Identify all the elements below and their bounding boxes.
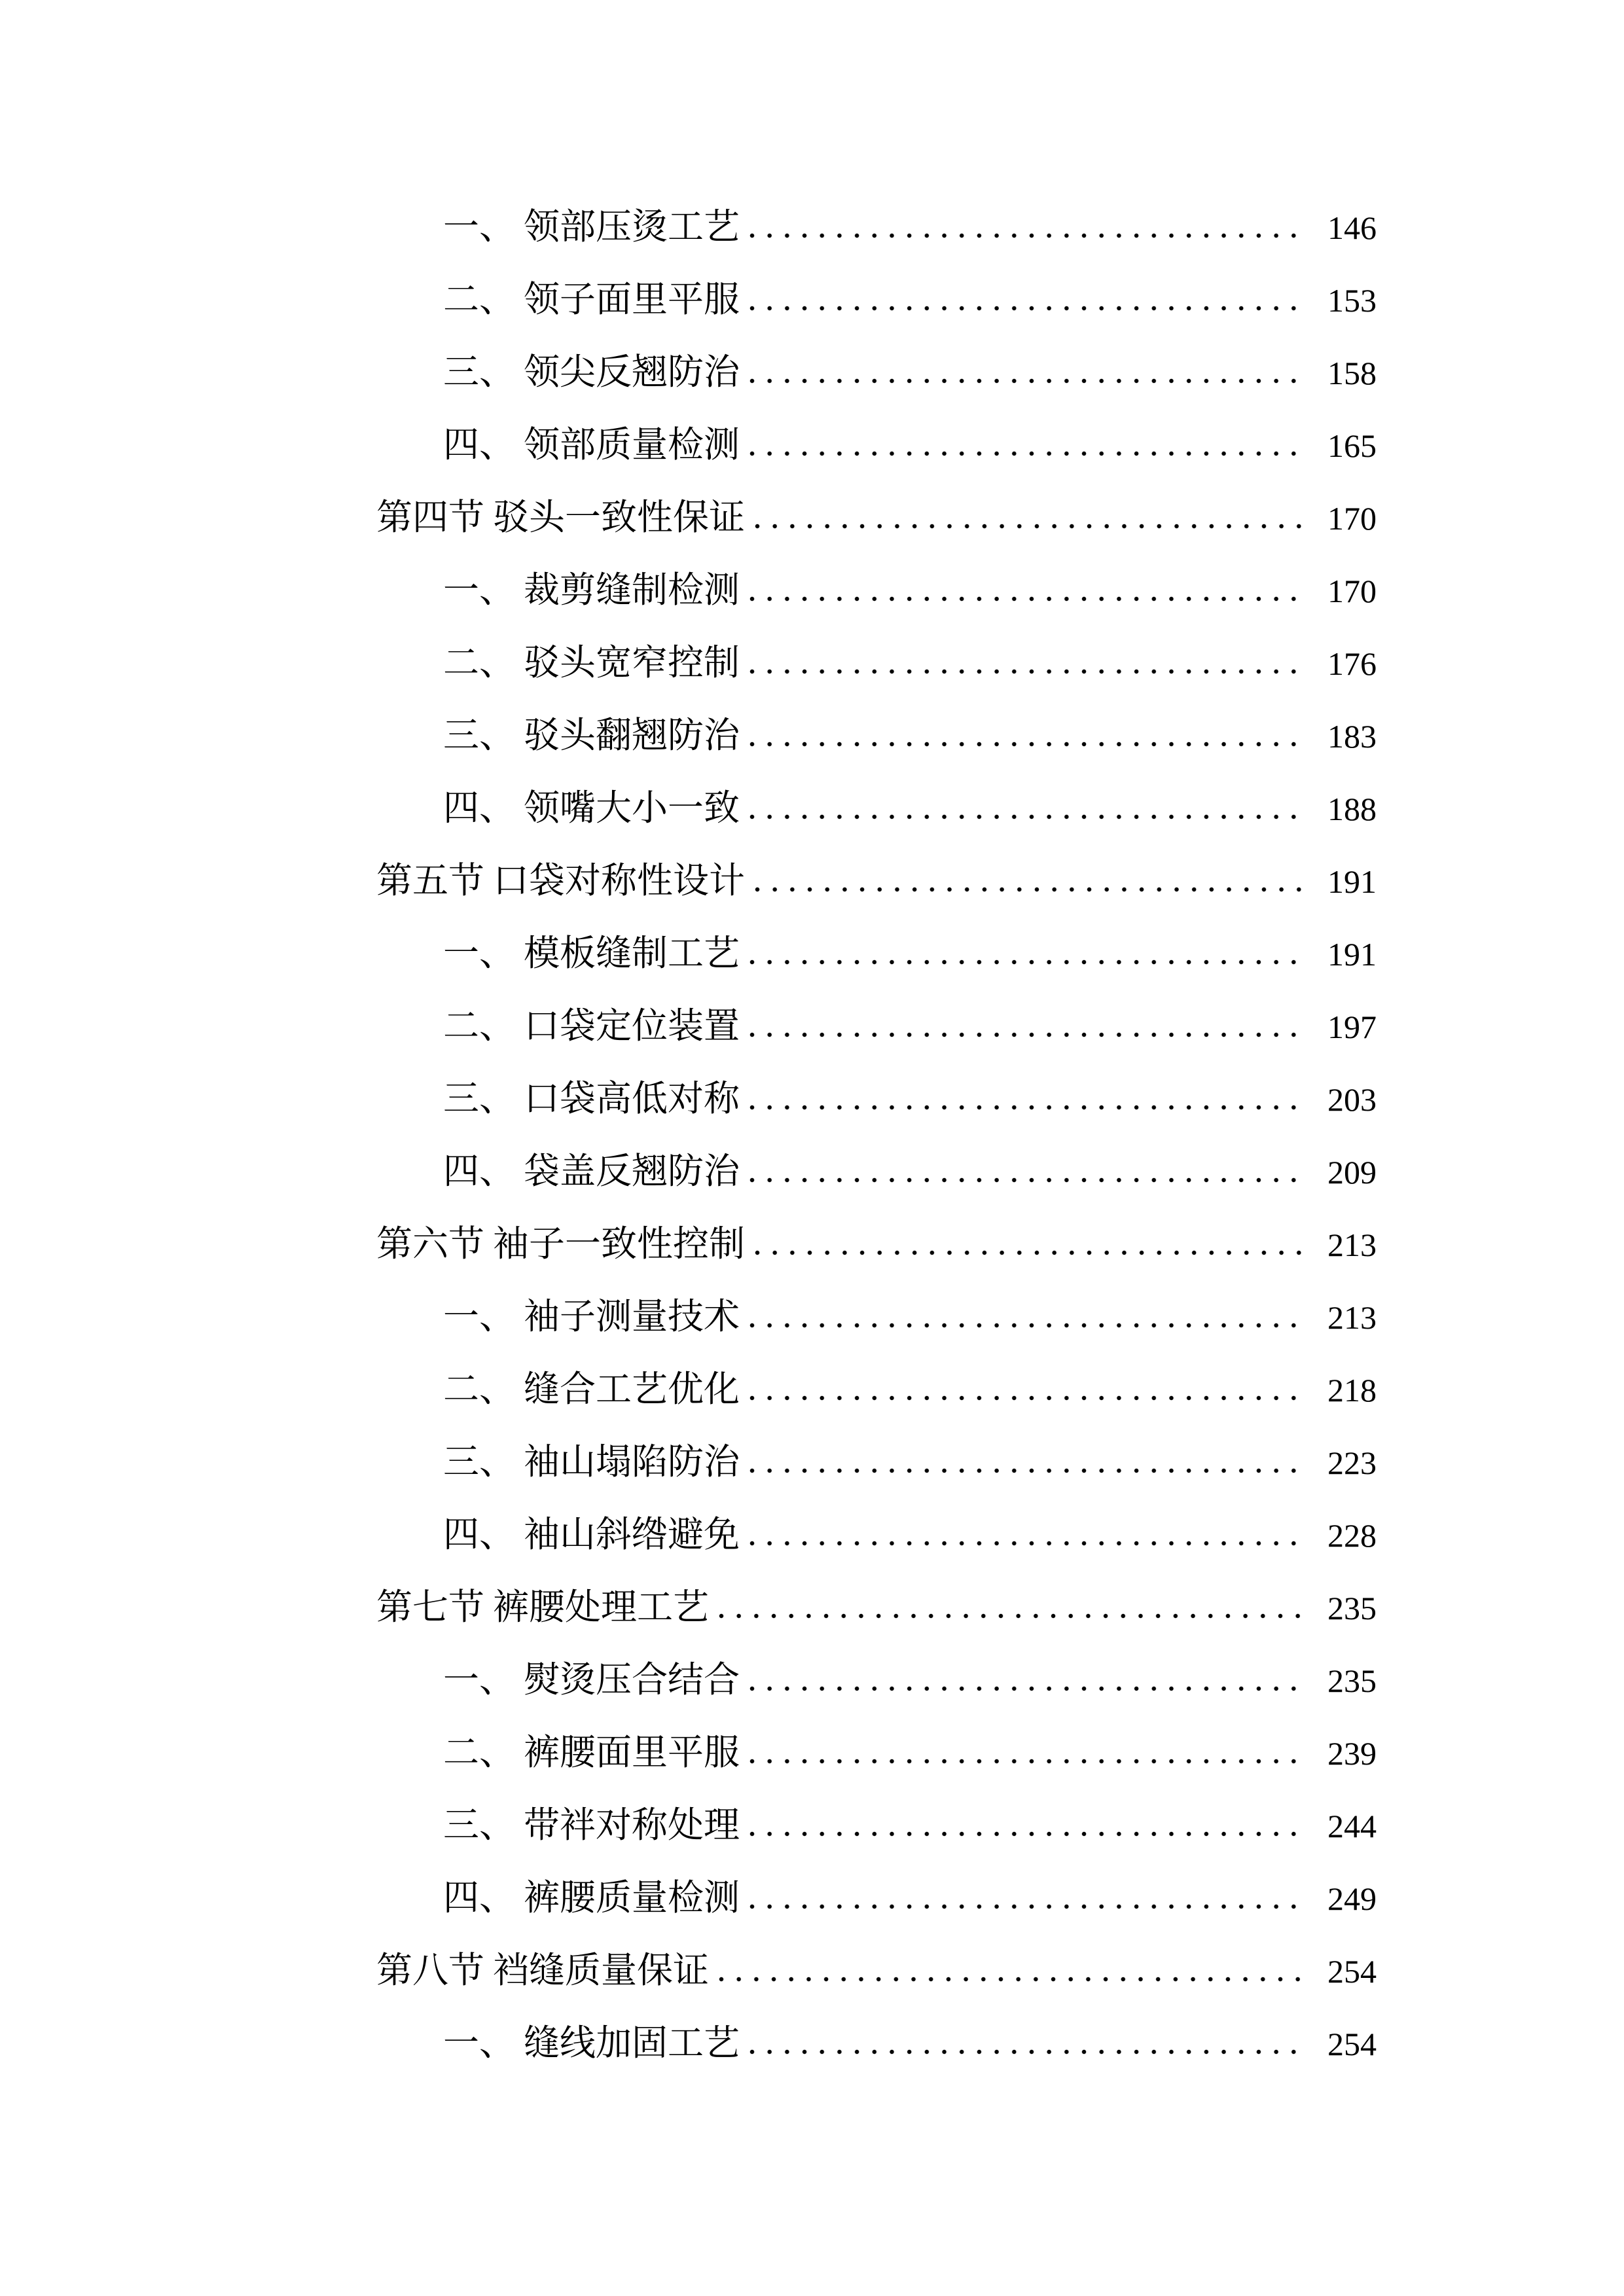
dot-leader	[749, 1062, 1303, 1135]
entry-number: 第七节	[376, 1587, 485, 1627]
dot-leader	[749, 263, 1303, 336]
toc-entry	[376, 699, 1377, 772]
entry-title: 驳头宽窄控制	[524, 643, 740, 683]
dot-leader	[749, 1280, 1303, 1353]
toc-entry	[376, 336, 1377, 408]
entry-page-number: 165	[1327, 427, 1377, 464]
entry-number: 二、	[443, 1369, 516, 1409]
entry-number: 一、	[443, 207, 516, 247]
toc-entry	[376, 1571, 1377, 1643]
toc-entry	[376, 1498, 1377, 1571]
entry-page-number: 146	[1327, 209, 1377, 246]
toc-entry	[376, 1426, 1377, 1498]
toc-entry	[376, 1716, 1377, 1789]
entry-number: 三、	[443, 352, 516, 392]
entry-title: 裤腰面里平服	[524, 1732, 740, 1772]
entry-page-number: 239	[1327, 1735, 1377, 1772]
entry-number: 三、	[443, 1079, 516, 1119]
entry-title: 裤腰处理工艺	[493, 1587, 710, 1627]
toc-entry	[376, 190, 1377, 263]
entry-number: 二、	[443, 1006, 516, 1046]
toc-entry	[376, 1280, 1377, 1353]
dot-leader	[754, 1208, 1303, 1280]
entry-number: 三、	[443, 1442, 516, 1482]
entry-title: 带袢对称处理	[524, 1805, 740, 1845]
toc-entry	[376, 990, 1377, 1062]
entry-number: 一、	[443, 570, 516, 610]
entry-number: 第五节	[376, 861, 485, 901]
entry-title: 裤腰质量检测	[524, 1878, 740, 1918]
entry-title: 驳头一致性保证	[493, 497, 746, 537]
entry-number: 三、	[443, 715, 516, 755]
entry-page-number: 209	[1327, 1154, 1377, 1191]
entry-number: 一、	[443, 1660, 516, 1700]
entry-page-number: 249	[1327, 1880, 1377, 1917]
entry-title: 模板缝制工艺	[524, 933, 740, 973]
entry-number: 四、	[443, 1515, 516, 1554]
entry-title: 口袋定位装置	[524, 1006, 740, 1046]
toc-entry	[376, 481, 1377, 554]
entry-title: 袖子测量技术	[524, 1297, 740, 1336]
toc-entry	[376, 2007, 1377, 2079]
entry-page-number: 213	[1327, 1227, 1377, 1263]
entry-title: 领尖反翘防治	[524, 352, 740, 392]
entry-title: 领部质量检测	[524, 425, 740, 465]
entry-page-number: 218	[1327, 1372, 1377, 1408]
toc-list	[0, 190, 1624, 2079]
entry-title: 熨烫压合结合	[524, 1660, 740, 1700]
entry-title: 裁剪缝制检测	[524, 570, 740, 610]
entry-page-number: 153	[1327, 282, 1377, 319]
entry-page-number: 213	[1327, 1299, 1377, 1336]
entry-number: 四、	[443, 788, 516, 828]
entry-title: 袖山斜绺避免	[524, 1515, 740, 1554]
entry-number: 四、	[443, 1151, 516, 1191]
toc-entry	[376, 1643, 1377, 1716]
dot-leader	[749, 336, 1303, 408]
toc-entry	[376, 1062, 1377, 1135]
dot-leader	[749, 190, 1303, 263]
entry-title: 袋盖反翘防治	[524, 1151, 740, 1191]
toc-entry	[376, 408, 1377, 481]
entry-page-number: 228	[1327, 1517, 1377, 1554]
entry-title: 口袋对称性设计	[493, 861, 746, 901]
entry-page-number: 191	[1327, 863, 1377, 900]
entry-title: 领嘴大小一致	[524, 788, 740, 828]
entry-page-number: 176	[1327, 645, 1377, 682]
toc-entry	[376, 626, 1377, 699]
entry-number: 一、	[443, 1297, 516, 1336]
dot-leader	[749, 1498, 1303, 1571]
entry-title: 缝线加固工艺	[524, 2023, 740, 2063]
dot-leader	[749, 699, 1303, 772]
dot-leader	[749, 990, 1303, 1062]
toc-entry	[376, 263, 1377, 336]
entry-page-number: 197	[1327, 1009, 1377, 1045]
entry-page-number: 235	[1327, 1662, 1377, 1699]
entry-page-number: 223	[1327, 1444, 1377, 1481]
entry-page-number: 244	[1327, 1808, 1377, 1844]
entry-number: 第六节	[376, 1224, 485, 1264]
entry-title: 袖子一致性控制	[493, 1224, 746, 1264]
entry-page-number: 203	[1327, 1081, 1377, 1118]
dot-leader	[749, 1643, 1303, 1716]
entry-number: 二、	[443, 1732, 516, 1772]
entry-number: 一、	[443, 2023, 516, 2063]
toc-entry	[376, 1353, 1377, 1426]
toc-entry	[376, 772, 1377, 844]
entry-page-number: 170	[1327, 500, 1377, 537]
toc-entry	[376, 1208, 1377, 1280]
entry-number: 三、	[443, 1805, 516, 1845]
entry-page-number: 170	[1327, 573, 1377, 609]
toc-entry	[376, 1861, 1377, 1934]
dot-leader	[749, 626, 1303, 699]
dot-leader	[718, 1934, 1303, 2007]
toc-entry	[376, 844, 1377, 917]
dot-leader	[749, 554, 1303, 626]
toc-entry	[376, 554, 1377, 626]
entry-page-number: 191	[1327, 936, 1377, 973]
entry-number: 第八节	[376, 1950, 485, 1990]
entry-page-number: 235	[1327, 1590, 1377, 1626]
entry-page-number: 158	[1327, 355, 1377, 391]
entry-title: 驳头翻翘防治	[524, 715, 740, 755]
entry-title: 袖山塌陷防治	[524, 1442, 740, 1482]
dot-leader	[749, 772, 1303, 844]
entry-number: 四、	[443, 1878, 516, 1918]
entry-title: 口袋高低对称	[524, 1079, 740, 1119]
toc-entry	[376, 1135, 1377, 1208]
entry-page-number: 188	[1327, 791, 1377, 827]
dot-leader	[749, 1861, 1303, 1934]
entry-number: 二、	[443, 643, 516, 683]
dot-leader	[754, 481, 1303, 554]
dot-leader	[754, 844, 1303, 917]
entry-title: 领部压烫工艺	[524, 207, 740, 247]
dot-leader	[718, 1571, 1303, 1643]
dot-leader	[749, 1426, 1303, 1498]
dot-leader	[749, 917, 1303, 990]
entry-title: 裆缝质量保证	[493, 1950, 710, 1990]
dot-leader	[749, 1789, 1303, 1861]
entry-page-number: 183	[1327, 718, 1377, 755]
toc-entry	[376, 917, 1377, 990]
entry-number: 一、	[443, 933, 516, 973]
dot-leader	[749, 1135, 1303, 1208]
entry-number: 第四节	[376, 497, 485, 537]
dot-leader	[749, 2007, 1303, 2079]
entry-page-number: 254	[1327, 2026, 1377, 2062]
toc-entry	[376, 1789, 1377, 1861]
dot-leader	[749, 408, 1303, 481]
dot-leader	[749, 1716, 1303, 1789]
toc-entry	[376, 1934, 1377, 2007]
dot-leader	[749, 1353, 1303, 1426]
entry-title: 缝合工艺优化	[524, 1369, 740, 1409]
entry-title: 领子面里平服	[524, 279, 740, 319]
entry-number: 四、	[443, 425, 516, 465]
entry-page-number: 254	[1327, 1953, 1377, 1990]
entry-number: 二、	[443, 279, 516, 319]
